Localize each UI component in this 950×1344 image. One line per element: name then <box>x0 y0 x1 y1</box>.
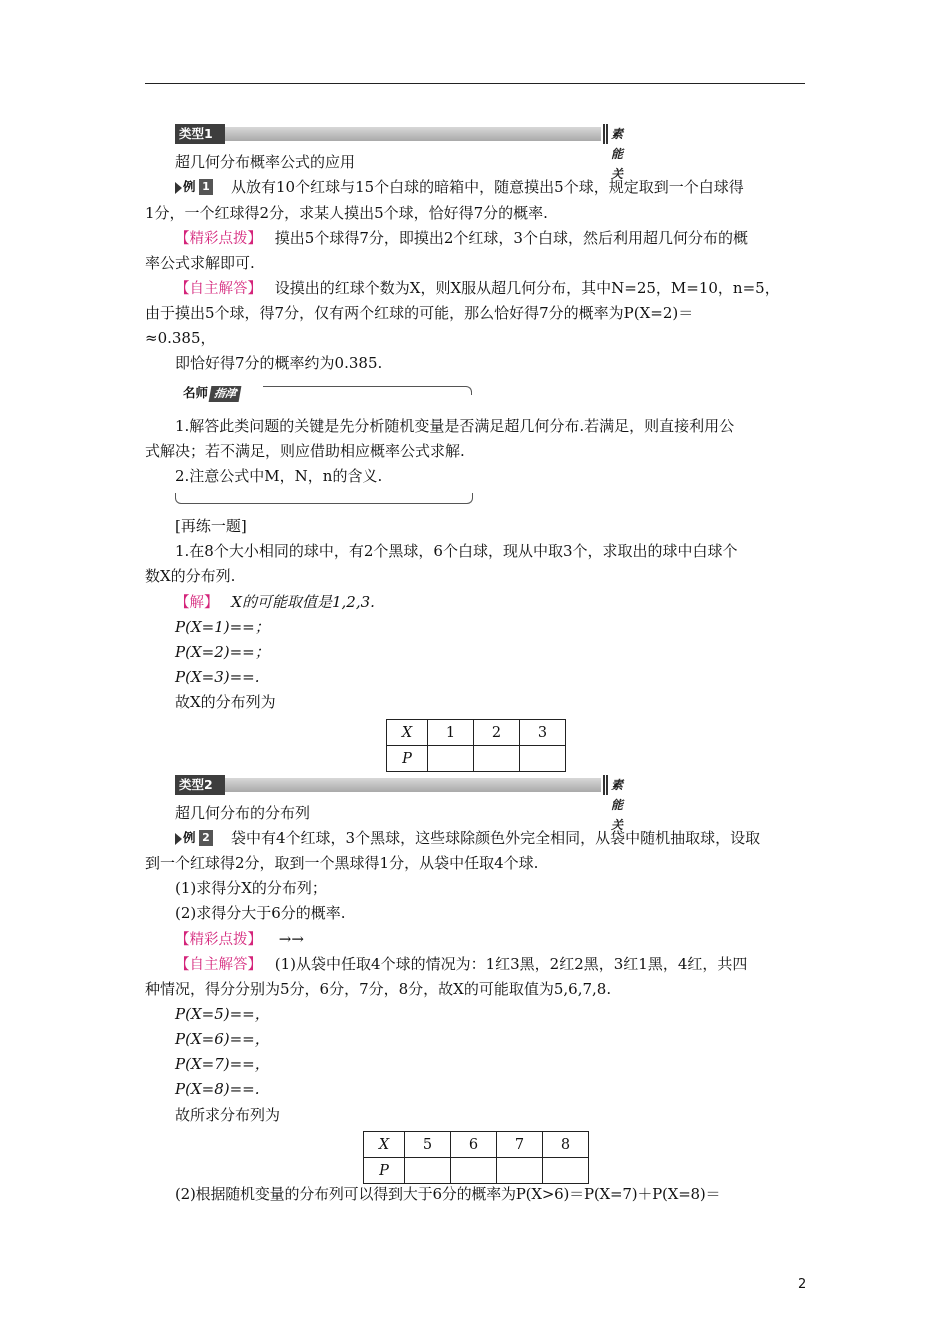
practice-text-line: 数X的分布列. <box>145 567 236 585</box>
hint-paragraph <box>175 928 839 951</box>
section-tag: 类型2 <box>175 775 225 795</box>
box-heading-a: 名师 <box>183 385 209 400</box>
answer-paragraph <box>175 953 839 976</box>
example-number: 1 <box>199 179 213 195</box>
table-cell <box>451 1158 497 1184</box>
answer-text-line: 即恰好得7分的概率约为0.385. <box>175 354 383 372</box>
triangle-icon <box>175 182 182 194</box>
section-bar <box>225 778 601 792</box>
page-number: 2 <box>798 1277 807 1292</box>
section-right-label: 素能关 <box>611 127 624 181</box>
section-title: 超几何分布的分布列 <box>175 804 311 822</box>
answer-label: 【自主解答】 <box>175 957 262 973</box>
example-text-line: 1分，一个红球得2分，求某人摸出5个球，恰好得7分的概率. <box>145 204 548 222</box>
example-number: 2 <box>199 830 213 846</box>
triangle-icon <box>175 833 182 845</box>
probability-line: P(X=8)==. <box>175 1080 260 1098</box>
practice-label: [再练一题] <box>175 517 247 535</box>
section-right-label: 素能关 <box>611 778 624 832</box>
header-rule <box>145 83 805 84</box>
hint-text: 摸出5个球得7分，即摸出2个红球，3个白球，然后利用超几何分布的概 <box>274 229 748 247</box>
section-bar <box>225 127 601 141</box>
table-cell: 6 <box>451 1132 497 1158</box>
table-row <box>364 1158 589 1184</box>
hint-text-line: 率公式求解即可. <box>145 254 255 272</box>
probability-line: P(X=2)==； <box>175 643 270 661</box>
table-cell: X <box>364 1132 405 1158</box>
answer-text-line: ≈0.385， <box>145 329 216 347</box>
conclusion-text: 故所求分布列为 <box>175 1106 281 1124</box>
probability-line: P(X=6)==， <box>175 1030 270 1048</box>
probability-line: P(X=1)==； <box>175 618 270 636</box>
answer-text: 设摸出的红球个数为X，则X服从超几何分布，其中N=25，M=10，n=5， <box>274 279 780 297</box>
conclusion-text: 故X的分布列为 <box>175 693 276 711</box>
box-top-border <box>263 386 472 395</box>
tip-text-line: 1.解答此类问题的关键是先分析随机变量是否满足超几何分布.若满足，则直接利用公 <box>175 417 735 435</box>
box-heading <box>181 382 240 398</box>
example-label: 例 <box>183 179 196 194</box>
table-cell: 1 <box>428 720 474 746</box>
solution-text: X的可能取值是1,2,3. <box>231 593 375 611</box>
table-cell <box>497 1158 543 1184</box>
answer-text: (1)从袋中任取4个球的情况为：1红3黑，2红2黑，3红1黑，4红，共四 <box>274 955 748 973</box>
section-title: 超几何分布概率公式的应用 <box>175 153 356 171</box>
answer-label: 【自主解答】 <box>175 281 262 297</box>
practice-text-line: 1.在8个大小相同的球中，有2个黑球，6个白球，现从中取3个，求取出的球中白球个 <box>175 542 738 560</box>
distribution-table-2 <box>363 1131 589 1184</box>
example-text-line: 袋中有4个红球，3个黑球，这些球除颜色外完全相同，从袋中随机抽取球，设取 <box>231 829 761 847</box>
table-cell: 5 <box>405 1132 451 1158</box>
section-tag: 类型1 <box>175 124 225 144</box>
table-cell: 2 <box>474 720 520 746</box>
example-text-line: 从放有10个红球与15个白球的暗箱中，随意摸出5个球，规定取到一个白球得 <box>231 178 744 196</box>
probability-line: P(X=7)==， <box>175 1055 270 1073</box>
table-cell: P <box>387 746 428 772</box>
table-row <box>387 720 566 746</box>
table-cell <box>520 746 566 772</box>
hint-label: 【精彩点拨】 <box>175 932 262 948</box>
table-cell <box>474 746 520 772</box>
answer-part2: (2)根据随机变量的分布列可以得到大于6分的概率为P(X>6)＝P(X=7)＋P(X=8)＝ <box>175 1185 721 1203</box>
example-text-line: 到一个红球得2分，取到一个黑球得1分，从袋中任取4个球. <box>145 854 539 872</box>
section-separator <box>603 124 608 144</box>
table-cell: P <box>364 1158 405 1184</box>
answer-paragraph <box>175 277 839 300</box>
answer-text-line: 由于摸出5个球，得7分，仅有两个红球的可能，那么恰好得7分的概率为P(X=2)＝ <box>145 304 694 322</box>
box-heading-b: 指津 <box>209 386 242 402</box>
distribution-table-1 <box>386 719 566 772</box>
table-cell <box>543 1158 589 1184</box>
solution-paragraph <box>175 591 839 614</box>
probability-line: P(X=3)==. <box>175 668 260 686</box>
hint-label: 【精彩点拨】 <box>175 231 262 247</box>
tip-text-line: 2.注意公式中M，N，n的含义. <box>175 467 383 485</box>
tip-text-line: 式解决；若不满足，则应借助相应概率公式求解. <box>145 442 465 460</box>
table-cell: 3 <box>520 720 566 746</box>
hint-text: →→ <box>278 930 304 948</box>
table-cell: 7 <box>497 1132 543 1158</box>
table-cell <box>405 1158 451 1184</box>
table-row <box>387 746 566 772</box>
section-separator <box>603 775 608 795</box>
question-line: (1)求得分X的分布列； <box>175 879 327 897</box>
table-row <box>364 1132 589 1158</box>
probability-line: P(X=5)==， <box>175 1005 270 1023</box>
answer-text-line: 种情况，得分分别为5分，6分，7分，8分，故X的可能取值为5,6,7,8. <box>145 980 612 998</box>
hint-paragraph <box>175 227 839 250</box>
table-cell <box>428 746 474 772</box>
box-bottom-border <box>175 493 473 504</box>
table-cell: X <box>387 720 428 746</box>
table-cell: 8 <box>543 1132 589 1158</box>
solution-label: 【解】 <box>175 595 219 611</box>
example-label: 例 <box>183 830 196 845</box>
question-line: (2)求得分大于6分的概率. <box>175 904 346 922</box>
